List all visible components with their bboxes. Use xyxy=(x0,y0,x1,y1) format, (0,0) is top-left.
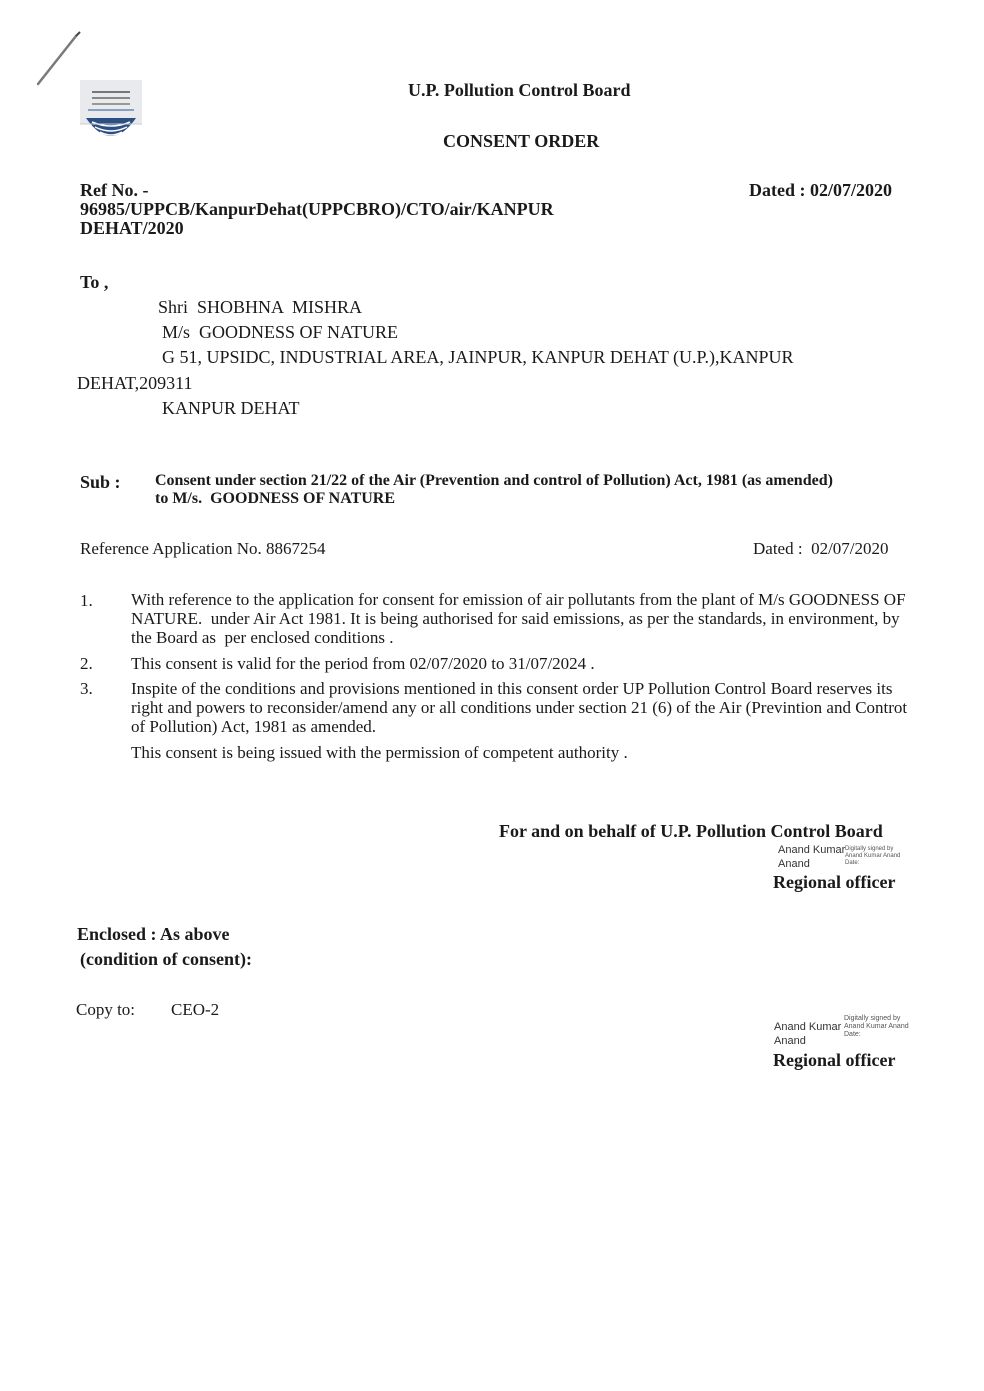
document-title: CONSENT ORDER xyxy=(443,131,600,151)
designation-1: Regional officer xyxy=(773,872,896,892)
addressee-address-line2: DEHAT,209311 xyxy=(77,373,193,393)
signer-name-2: Anand xyxy=(778,858,810,870)
digital-stamp-date: Date: xyxy=(845,860,860,866)
item-text: Inspite of the conditions and provisions mentioned in this consent order UP Pollution Control Board reserves its right and powers to reconsider/amend any or all conditions under section 21 (6) of the Air (Previntion and Controt of Pollution) Act, 1981 as amended. xyxy=(131,679,908,736)
digital-stamp-date: Date: xyxy=(844,1031,861,1038)
ref-number-line2: DEHAT/2020 xyxy=(80,218,184,238)
item-number: 3. xyxy=(80,679,93,698)
application-dated: Dated : 02/07/2020 xyxy=(753,539,889,558)
ref-dated-value: 02/07/2020 xyxy=(810,180,893,200)
signer-name-2: Anand xyxy=(774,1035,806,1047)
enclosed-line1: Enclosed : As above xyxy=(77,924,230,944)
digital-stamp-2 xyxy=(844,1015,914,1039)
digital-stamp-1 xyxy=(845,846,909,867)
item-text: With reference to the application for consent for emission of air pollutants from the plant of M/s GOODNESS OF NATURE. under Air Act 1981. It is being authorised for said emissions, as per the standards, in environment, by the Board as per enclosed conditions . xyxy=(131,590,910,647)
ref-label: Ref No. - xyxy=(80,180,149,200)
permission-note: This consent is being issued with the permission of competent authority . xyxy=(131,743,628,762)
to-label: To , xyxy=(80,272,109,292)
ref-dated-label: Dated : xyxy=(749,180,806,200)
ref-number-line1: 96985/UPPCB/KanpurDehat(UPPCBRO)/CTO/air/KANPUR xyxy=(80,199,554,219)
addressee-name: Shri SHOBHNA MISHRA xyxy=(158,297,363,317)
ref-dated xyxy=(749,180,892,201)
subject-line2: to M/s. GOODNESS OF NATURE xyxy=(155,490,396,507)
digital-stamp-line2: Anand Kumar Anand xyxy=(844,1023,909,1030)
application-reference: Reference Application No. 8867254 xyxy=(80,539,326,558)
uppcb-logo xyxy=(78,78,144,150)
subject-line1: Consent under section 21/22 of the Air (Prevention and control of Pollution) Act, 1981 (as amended) xyxy=(155,472,833,489)
item-text: This consent is valid for the period from 02/07/2020 to 31/07/2024 . xyxy=(131,654,595,673)
addressee-address-line1: G 51, UPSIDC, INDUSTRIAL AREA, JAINPUR, KANPUR DEHAT (U.P.),KANPUR xyxy=(162,347,794,367)
digital-stamp-line1: Digitally signed by xyxy=(844,1015,901,1022)
designation-2: Regional officer xyxy=(773,1050,896,1070)
subject-label: Sub : xyxy=(80,472,121,492)
signer-name-1: Anand Kumar xyxy=(778,844,846,856)
item-number: 1. xyxy=(80,591,93,610)
addressee-district: KANPUR DEHAT xyxy=(162,398,300,418)
digital-stamp-text: Digitally signed by Anand Kumar Anand xyxy=(845,846,901,859)
signer-name-1: Anand Kumar xyxy=(774,1021,842,1033)
enclosed-line2: (condition of consent): xyxy=(80,949,252,969)
behalf-line: For and on behalf of U.P. Pollution Control Board xyxy=(499,821,883,841)
copy-to-value: CEO-2 xyxy=(171,1000,220,1019)
addressee-firm: M/s GOODNESS OF NATURE xyxy=(162,322,399,342)
org-title: U.P. Pollution Control Board xyxy=(408,80,631,100)
copy-to-label: Copy to: xyxy=(76,1000,136,1019)
item-number: 2. xyxy=(80,654,93,673)
